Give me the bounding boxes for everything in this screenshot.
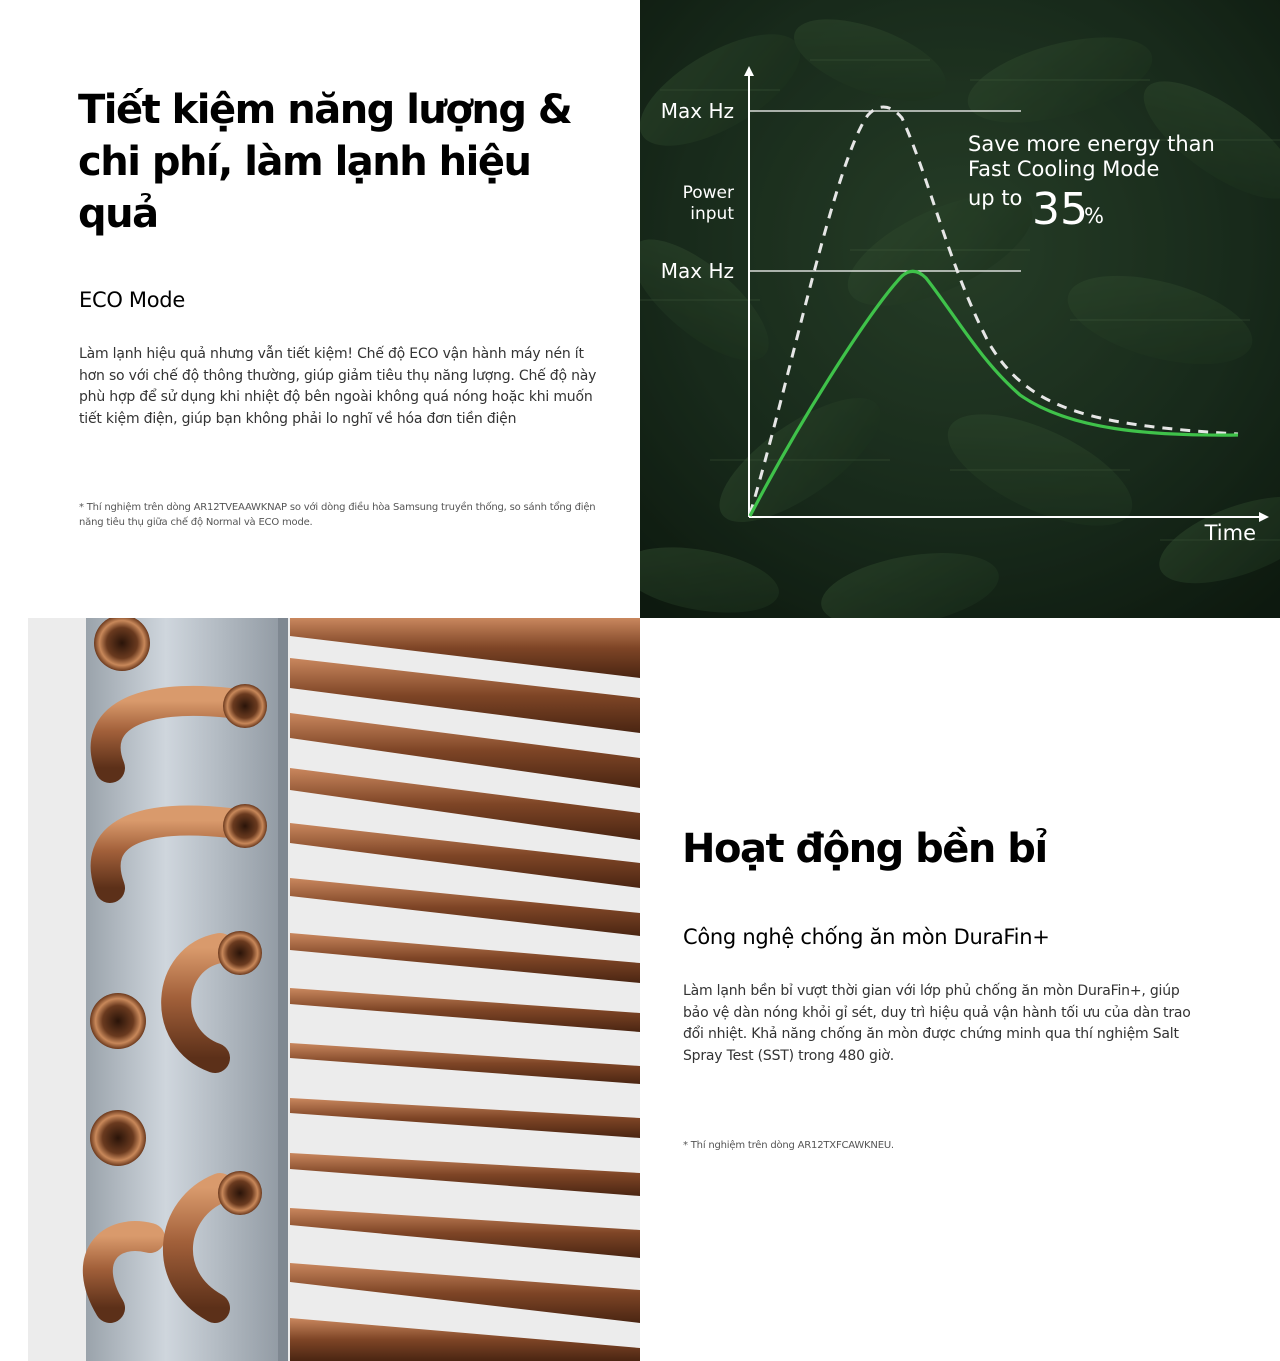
eco-headline: Tiết kiệm năng lượng & chi phí, làm lạnh hiệu quả: [78, 87, 572, 237]
eco-chart-visual: [640, 0, 1280, 618]
eco-text-panel: [0, 0, 640, 618]
eco-chart-graphic: [640, 0, 1280, 618]
durafin-description: Làm lạnh bền bỉ vượt thời gian với lớp phủ chống ăn mòn DuraFin+, giúp bảo vệ dàn nóng khỏi gỉ sét, duy trì hiệu quả vận hành tối ưu của dàn trao đổi nhiệt. Khả năng chống ăn mòn được chứng minh qua thí nghiệm Salt Spray Test (SST) trong 480 giờ.: [683, 983, 1191, 1064]
callout-prefix: up to: [968, 186, 1023, 210]
durafin-coil-visual: [0, 618, 640, 1361]
durafin-text-panel: [640, 618, 1280, 1361]
callout-unit: %: [1084, 204, 1104, 228]
callout-value: 35: [1032, 184, 1088, 235]
y-label-input: input: [690, 204, 734, 224]
x-axis-label: Time: [1204, 521, 1256, 545]
eco-description: Làm lạnh hiệu quả nhưng vẫn tiết kiệm! Chế độ ECO vận hành máy nén ít hơn so với chế độ thông thường, giúp giảm tiêu thụ năng lượng. Chế độ này phù hợp để sử dụng khi nhiệt độ bên ngoài không quá nóng hoặc khi muốn tiết kiệm điện, giúp bạn không phải lo nghĩ về hóa đơn tiền điện: [79, 346, 597, 427]
y-label-max-hz-top: Max Hz: [660, 99, 734, 123]
durafin-subheading: Công nghệ chống ăn mòn DuraFin+: [683, 925, 1050, 949]
callout-line-2: Fast Cooling Mode: [968, 157, 1160, 181]
y-label-power: Power: [682, 183, 734, 203]
copper-coil-graphic: [0, 618, 640, 1361]
durafin-headline: Hoạt động bền bỉ: [682, 826, 1047, 872]
eco-subheading: ECO Mode: [79, 288, 185, 312]
eco-footnote: * Thí nghiệm trên dòng AR12TVEAAWKNAP so với dòng điều hòa Samsung truyền thống, so sánh tổng điện năng tiêu thụ giữa chế độ Normal và ECO mode.: [79, 502, 596, 528]
callout-line-1: Save more energy than: [968, 132, 1215, 156]
y-label-max-hz-low: Max Hz: [660, 259, 734, 283]
durafin-footnote: * Thí nghiệm trên dòng AR12TXFCAWKNEU.: [683, 1140, 894, 1151]
